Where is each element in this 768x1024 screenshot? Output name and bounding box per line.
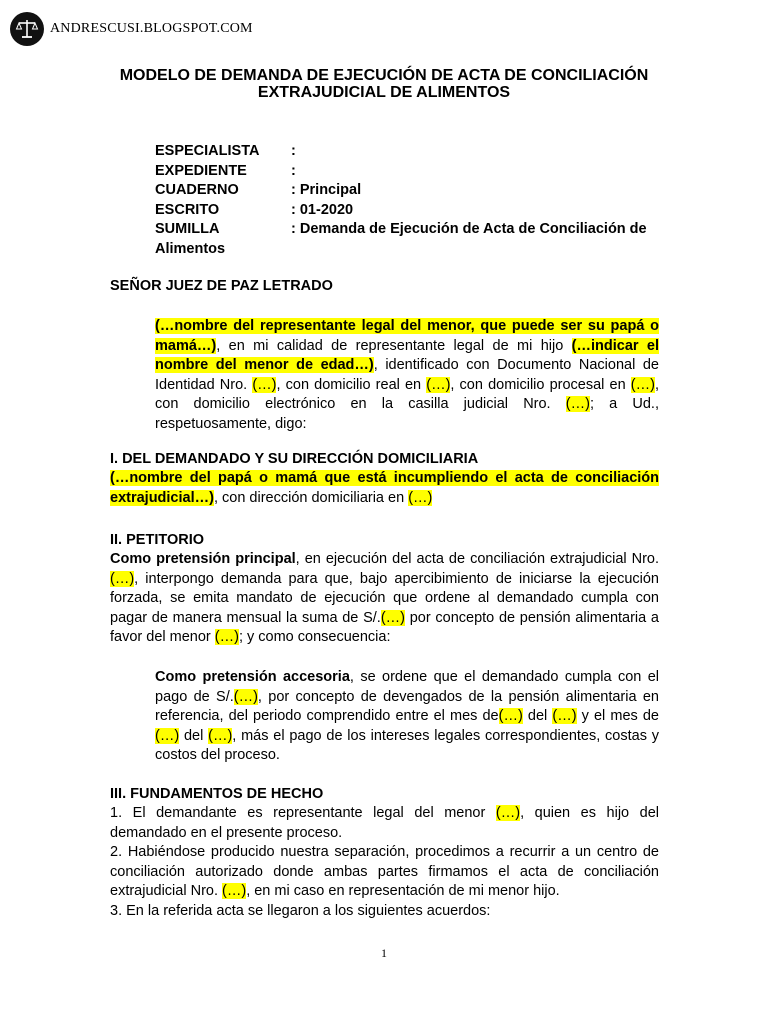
fact-text: , quien es hijo del demandado en el presente proceso.	[110, 805, 660, 841]
case-info-value: : Demanda de Ejecución de Acta de Conciliación de	[291, 221, 647, 238]
fact-item-1	[110, 804, 659, 843]
section-1-text: , con dirección domiciliaria en	[213, 489, 409, 506]
placeholder-child-name: (…indicar el nombre del menor de edad…)	[155, 337, 659, 374]
placeholder: (…)	[208, 727, 233, 744]
case-info-row	[155, 162, 666, 182]
case-info-label: SUMILLA	[155, 221, 220, 238]
scales-of-justice-logo-icon	[10, 12, 44, 46]
case-info-label: EXPEDIENTE	[155, 162, 247, 179]
main-claim-text: por concepto de pensión alimentaria a favor del menor	[110, 609, 660, 646]
placeholder: (…)	[565, 396, 590, 413]
accessory-claim-text: , más el pago de los intereses legales correspondientes, costas y costos del proceso.	[155, 727, 659, 764]
case-info-label: ESCRITO	[155, 201, 220, 218]
case-info-value: : 01-2020	[291, 201, 354, 218]
page-number: 1	[381, 946, 387, 960]
case-info-label: CUADERNO	[155, 182, 239, 199]
intro-paragraph	[155, 317, 659, 435]
case-info-row	[155, 142, 666, 162]
case-info-row	[155, 181, 666, 201]
case-info-table	[155, 142, 666, 260]
placeholder: (…)	[495, 805, 521, 821]
intro-text: ; a Ud., respetuosamente, digo:	[155, 396, 659, 432]
fact-text: 2. Habiéndose producido nuestra separación, procedimos a recurrir a un centro de conciliación autorizado donde ambas partes firmamos el acta de conciliación extrajudicial Nro.	[110, 844, 659, 900]
case-info-value: : Principal	[291, 182, 362, 199]
addressee: SEÑOR JUEZ DE PAZ LETRADO	[110, 278, 333, 294]
placeholder: (…)	[408, 489, 433, 506]
case-info-label: ESPECIALISTA	[155, 143, 260, 159]
accessory-claim-text: del	[179, 727, 209, 744]
intro-text: , con domicilio real en	[276, 376, 427, 393]
main-claim-text: , interpongo demanda para que, bajo apercibimiento de iniciarse la ejecución forzada, se emita mandato de ejecución que ordene al demandado cumpla con pagar de manera mensual la suma de S/.	[110, 570, 659, 626]
placeholder: (…)	[214, 629, 239, 646]
fact-item-3: 3. En la referida acta se llegaron a los siguientes acuerdos:	[110, 903, 491, 919]
accessory-claim-paragraph	[155, 668, 659, 766]
placeholder-defendant-name: (…nombre del papá o mamá que está incumpliendo el acta de conciliación extrajudicial…)	[110, 470, 659, 506]
main-claim-text: ; y como consecuencia:	[238, 629, 391, 646]
case-info-row	[155, 201, 666, 221]
placeholder: (…)	[380, 609, 405, 626]
placeholder: (…)	[498, 708, 523, 725]
accessory-claim-text: y el mes de	[576, 708, 659, 725]
intro-text: , con domicilio electrónico en la casilla judicial Nro.	[155, 376, 659, 413]
fact-text: , en mi caso en representación de mi menor hijo.	[246, 883, 560, 900]
placeholder-representative-name: (…nombre del representante legal del menor, que puede ser su papá o mamá…)	[155, 318, 659, 354]
main-claim-text: , en ejecución del acta de conciliación extrajudicial Nro.	[295, 551, 660, 567]
placeholder: (…)	[252, 376, 277, 393]
fact-text: 1. El demandante es representante legal del menor	[110, 805, 496, 821]
section-1-paragraph	[110, 469, 659, 508]
accessory-claim-text: , por concepto de devengados de la pensión alimentaria en referencia, del periodo comprendido entre el mes de	[155, 688, 659, 725]
title-line-1: MODELO DE DEMANDA DE EJECUCIÓN DE ACTA DE CONCILIACIÓN	[119, 67, 649, 84]
main-claim-paragraph	[110, 550, 659, 648]
intro-text: , identificado con Documento Nacional de Identidad Nro.	[155, 357, 659, 393]
case-info-value-continued: Alimentos	[155, 240, 226, 257]
placeholder: (…)	[155, 727, 180, 744]
case-info-row	[155, 240, 666, 260]
fact-item-2	[110, 843, 659, 902]
main-claim-label: Como pretensión principal	[110, 551, 296, 567]
intro-text: , con domicilio procesal en	[450, 376, 631, 393]
accessory-claim-text: , se ordene que el demandado cumpla con el pago de S/.	[155, 669, 660, 705]
placeholder: (…)	[222, 883, 247, 900]
placeholder: (…)	[426, 376, 451, 393]
document-title	[0, 67, 768, 101]
blog-header	[10, 12, 253, 46]
placeholder: (…)	[630, 376, 655, 393]
blog-url: ANDRESCUSI.BLOGSPOT.COM	[50, 21, 253, 36]
accessory-claim-text: del	[522, 708, 553, 725]
placeholder: (…)	[233, 688, 258, 705]
case-info-row	[155, 220, 666, 240]
section-2-heading: II. PETITORIO	[110, 532, 204, 548]
intro-text: , en mi calidad de representante legal de mi hijo	[216, 337, 572, 354]
accessory-claim-label: Como pretensión accesoria	[155, 669, 350, 685]
placeholder: (…)	[552, 708, 577, 725]
case-info-value: :	[291, 162, 296, 179]
title-line-2: EXTRAJUDICIAL DE ALIMENTOS	[257, 84, 511, 101]
section-3-heading: III. FUNDAMENTOS DE HECHO	[110, 786, 324, 802]
placeholder: (…)	[110, 570, 135, 587]
case-info-value: :	[291, 143, 296, 159]
section-1-heading: I. DEL DEMANDADO Y SU DIRECCIÓN DOMICILIARIA	[110, 451, 479, 467]
